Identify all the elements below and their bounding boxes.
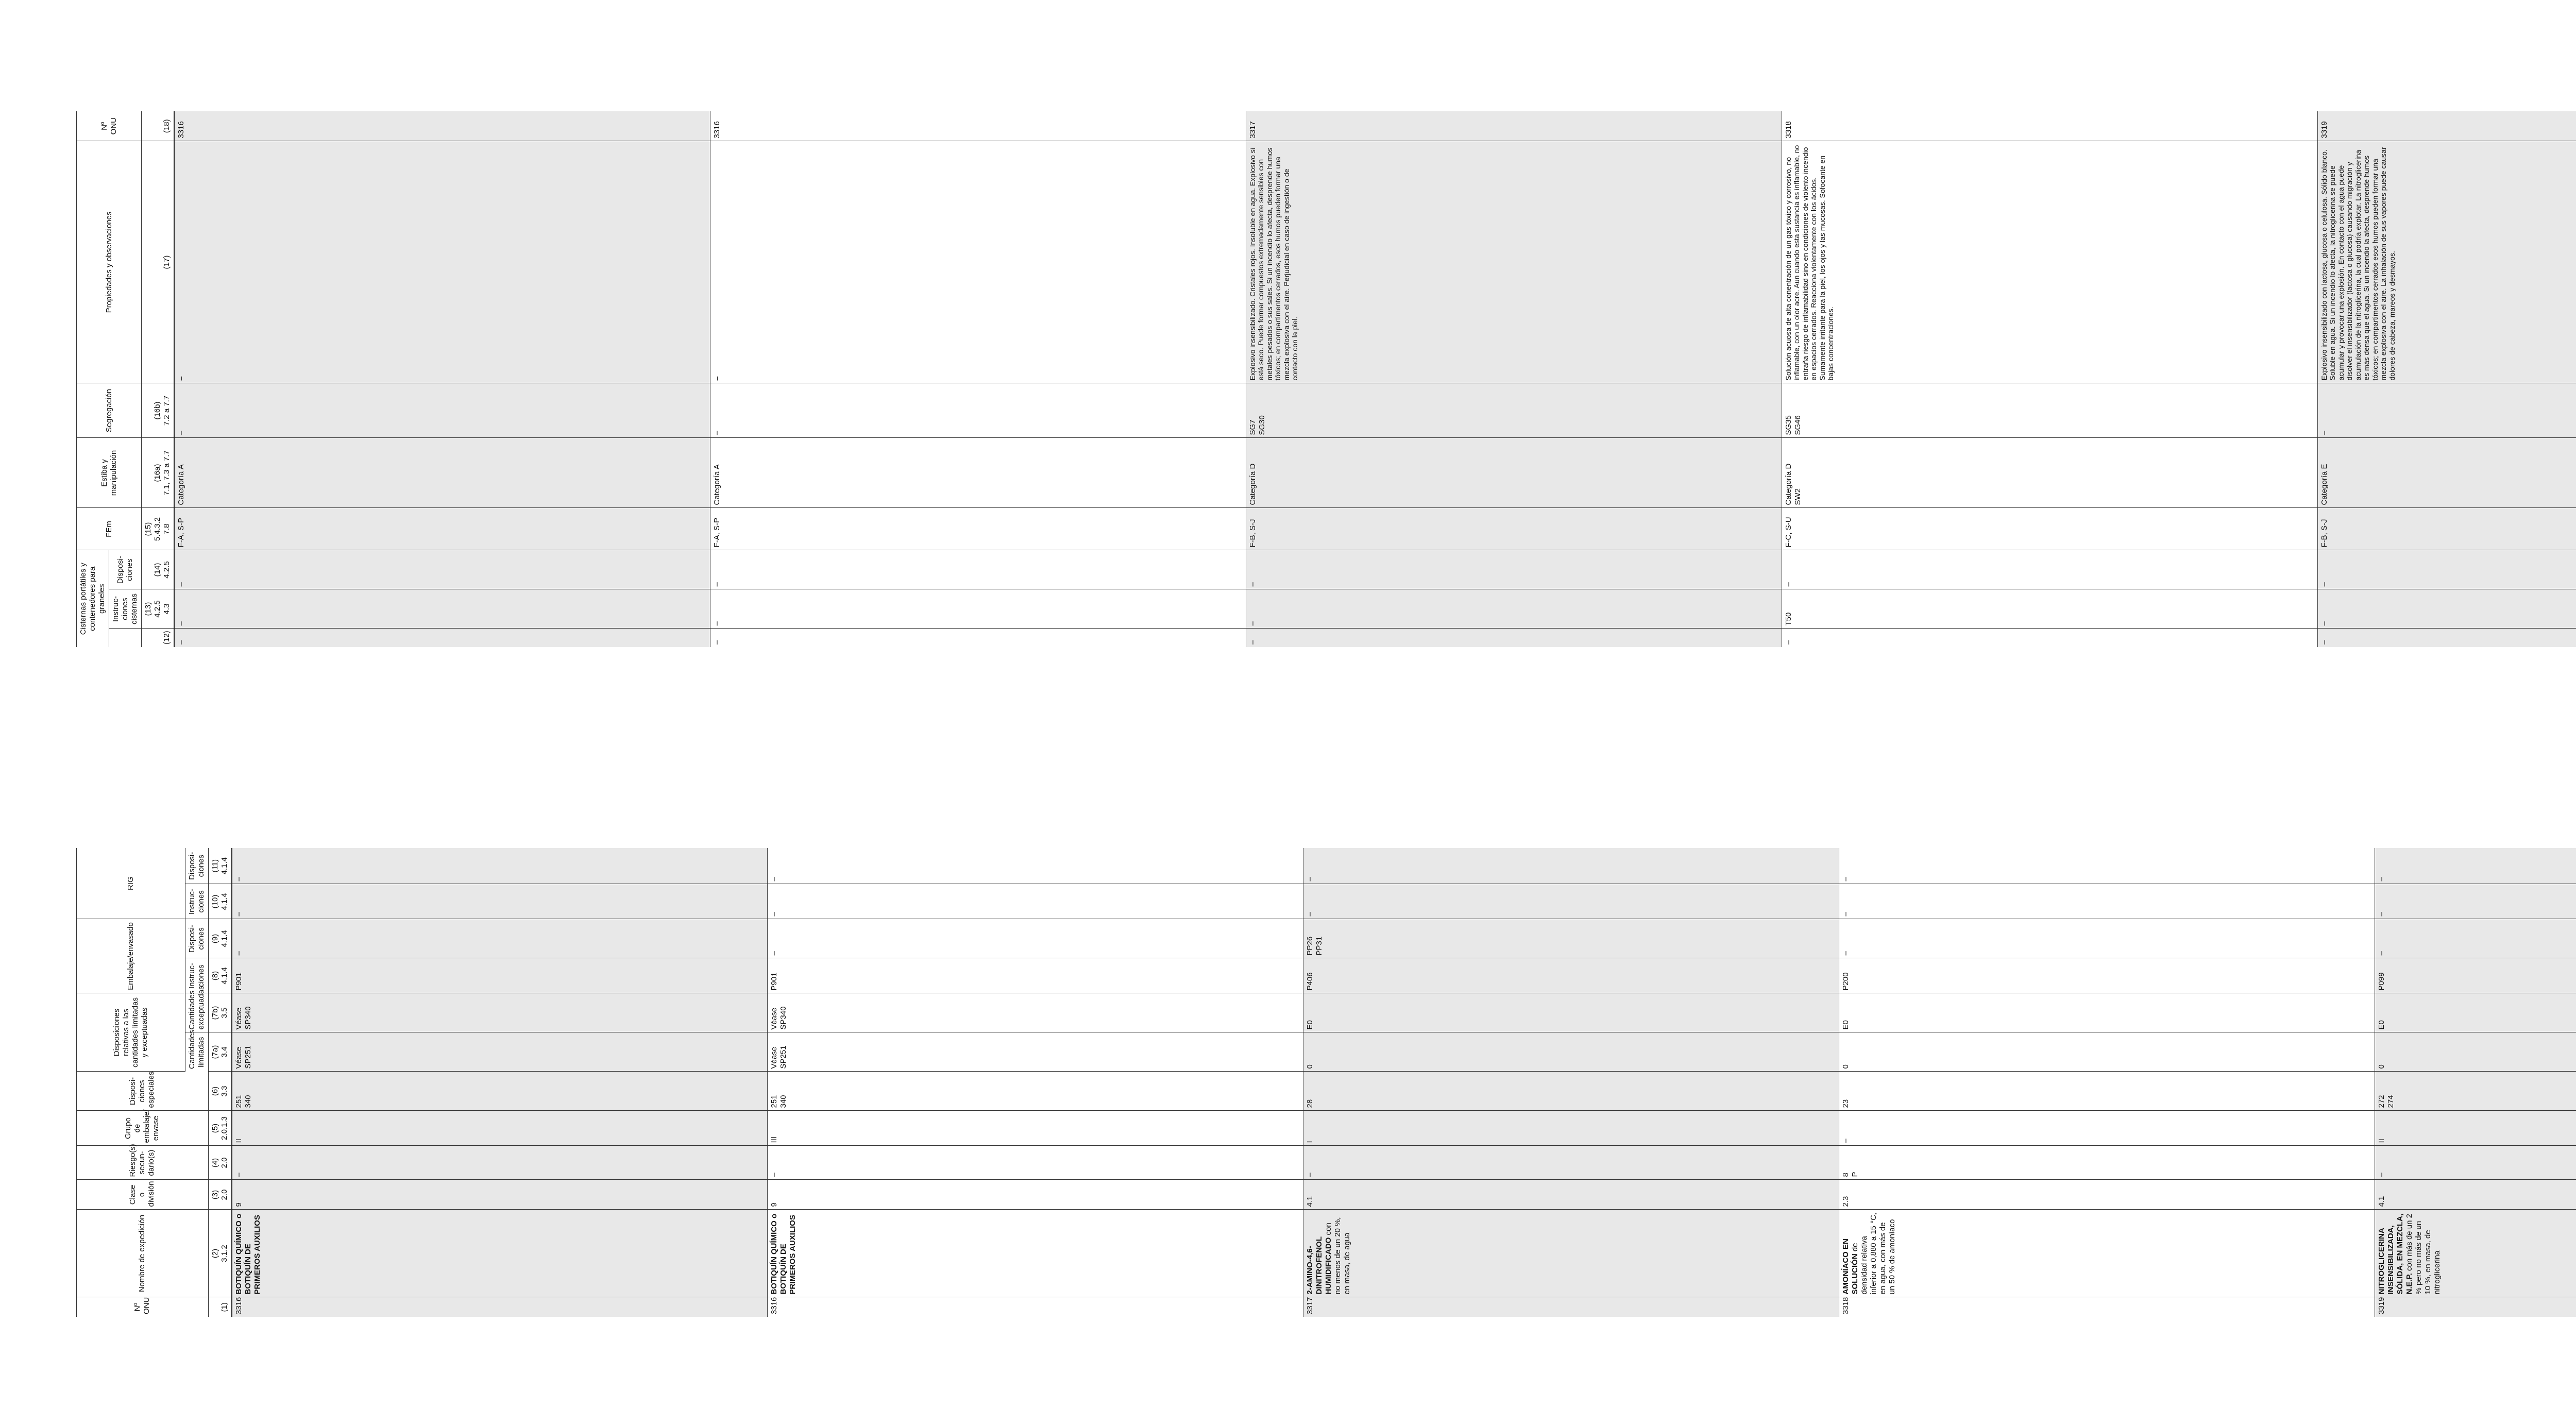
- header-sp: Disposi-ciones especiales: [77, 1072, 209, 1111]
- limited-quantity: 0: [2375, 1032, 2576, 1072]
- special-provisions: 28: [1303, 1072, 1839, 1111]
- shipping-name-qualifier: con más de un 2 % pero no más de un 10 %, en masa, de nitroglicerina: [2405, 1214, 2442, 1295]
- un-number: 3319: [2375, 1297, 2576, 1317]
- table-row: [1839, 848, 2375, 1317]
- special-provisions: 23: [1839, 1072, 2375, 1111]
- header-stow: Estiba y manipulación: [77, 438, 142, 508]
- table-row: [710, 111, 1246, 647]
- packing-instruction: P901: [232, 958, 768, 993]
- ibc-instruction: –: [2375, 884, 2576, 919]
- column-ref: (10) 4.1.4: [208, 884, 232, 919]
- column-ref: (9) 4.1.4: [208, 919, 232, 958]
- segregation: SG35 SG46: [1782, 383, 2317, 438]
- column-ref: (15) 5.4.3.2 7.8: [142, 508, 175, 550]
- un-number: 3316: [768, 1297, 1303, 1317]
- header-col12: [109, 629, 142, 647]
- limited-quantity: 0: [1303, 1032, 1839, 1072]
- ibc-instruction: –: [768, 884, 1303, 919]
- column-ref: (11) 4.1.4: [208, 848, 232, 884]
- table-row: [1246, 111, 1782, 647]
- packing-group: III: [768, 1111, 1303, 1146]
- sub-risk: 8 P: [1839, 1146, 2375, 1180]
- ibc-provision: –: [1839, 848, 2375, 884]
- tank-instruction: –: [1246, 589, 1782, 629]
- shipping-name-bold: 2-AMINO-4,6-DINITROFENOL HUMIDIFICADO: [1306, 1236, 1333, 1295]
- header-tank-prov: Disposi-ciones: [109, 550, 142, 589]
- shipping-name: [232, 1210, 768, 1297]
- stowage: Categoría E: [2317, 438, 2576, 508]
- ibc-provision: –: [1303, 848, 1839, 884]
- class: 9: [232, 1180, 768, 1210]
- column-ref: (7b) 3.5: [208, 993, 232, 1032]
- packing-provision: –: [232, 919, 768, 958]
- header-ibc-group: RIG: [77, 848, 185, 919]
- properties-observations: Solución acuosa de alta conentración de un gas tóxico y corrosivo, no inflamable, con un olor acre. Aun cuando esta sustancia es inflamable, no entraña riesgo de inflamabilidad sino en condiciones de violento incendio en espacios cerrados. Reacciona violentamente con los ácidos. Sumamente irritante para la piel, los ojos y las mucosas. Sofocante en bajas concentraciones.: [1782, 141, 2317, 383]
- segregation: –: [174, 383, 710, 438]
- column-ref: (6) 3.3: [208, 1072, 232, 1111]
- table-row: [2375, 848, 2576, 1317]
- class: 2.3: [1839, 1180, 2375, 1210]
- ibc-provision: –: [2375, 848, 2576, 884]
- header-ems: FEm: [77, 508, 142, 550]
- shipping-name: [2375, 1210, 2576, 1297]
- class: 9: [768, 1180, 1303, 1210]
- segregation: SG7 SG30: [1246, 383, 1782, 438]
- tank-instruction: –: [710, 589, 1246, 629]
- shipping-name-qualifier: de densidad relativa inferior a 0,880 a 15 °C, en agua, con más de un 50 % de amoníaco: [1851, 1212, 1897, 1295]
- header-pg: Grupo de embalaje/ envase: [77, 1111, 209, 1146]
- packing-group: II: [232, 1111, 768, 1146]
- excepted-quantity: E0: [1839, 993, 2375, 1032]
- un-number: 3316: [710, 111, 1246, 141]
- column-ref: (1): [208, 1297, 232, 1317]
- column-ref: (16a) 7.1, 7.3 a 7.7: [142, 438, 175, 508]
- header-subrisk: Riesgo(s) secun-dario(s): [77, 1146, 209, 1180]
- header-pack-group: Embalaje/envasado: [77, 919, 185, 993]
- segregation: –: [710, 383, 1246, 438]
- column-ref: (2) 3.1.2: [208, 1210, 232, 1297]
- table-row: [1303, 848, 1839, 1317]
- shipping-name-qualifier: con no menos de un 20 %, en masa, de agua: [1324, 1217, 1352, 1295]
- excepted-quantity: Véase SP340: [232, 993, 768, 1032]
- column-ref: (5) 2.0.1.3: [208, 1111, 232, 1146]
- properties-observations: –: [710, 141, 1246, 383]
- tank-provision: –: [1782, 550, 2317, 589]
- header-un: Nº ONU: [77, 1297, 209, 1317]
- header-pack-prov: Disposi-ciones: [185, 919, 208, 958]
- column-ref: (3) 2.0: [208, 1180, 232, 1210]
- column-ref: (12): [142, 629, 175, 647]
- packing-group: I: [1303, 1111, 1839, 1146]
- column-ref: (18): [142, 111, 175, 141]
- un-number: 3316: [232, 1297, 768, 1317]
- packing-instruction: P200: [1839, 958, 2375, 993]
- column-ref: (16b) 7.2 a 7.7: [142, 383, 175, 438]
- stowage: Categoría A: [174, 438, 710, 508]
- table-row: [1782, 111, 2317, 647]
- excepted-quantity: E0: [2375, 993, 2576, 1032]
- table-row: [232, 848, 768, 1317]
- packing-instruction: P406: [1303, 958, 1839, 993]
- packing-provision: –: [1839, 919, 2375, 958]
- class: 4.1: [1303, 1180, 1839, 1210]
- excepted-quantity: Véase SP340: [768, 993, 1303, 1032]
- left-dg-table: [76, 848, 2576, 1317]
- tank-provision: –: [2317, 550, 2576, 589]
- tank-provision: –: [174, 550, 710, 589]
- shipping-name-bold: NITROGLICERINA INSENSIBILIZADA, SÓLIDA, EN MEZCLA, N.E.P.: [2377, 1213, 2414, 1295]
- sub-risk: –: [232, 1146, 768, 1180]
- packing-instruction: P901: [768, 958, 1303, 993]
- ibc-instruction: –: [1839, 884, 2375, 919]
- un-number: 3317: [1303, 1297, 1839, 1317]
- header-seg: Segregación: [77, 383, 142, 438]
- header-un-right: Nº ONU: [77, 111, 142, 141]
- column-ref: (17): [142, 141, 175, 383]
- packing-instruction: P099: [2375, 958, 2576, 993]
- ems: F-B, S-J: [2317, 508, 2576, 550]
- properties-observations: –: [174, 141, 710, 383]
- col-12: –: [1246, 629, 1782, 647]
- column-ref: (13) 4.2.5 4.3: [142, 589, 175, 629]
- segregation: –: [2317, 383, 2576, 438]
- packing-provision: PP26 PP31: [1303, 919, 1839, 958]
- header-pack-instr: Instruc-ciones: [185, 958, 208, 993]
- header-lq: Cantidades limitadas: [185, 1032, 208, 1072]
- header-ibc-instr: Instruc-ciones: [185, 884, 208, 919]
- column-ref: (14) 4.2.5: [142, 550, 175, 589]
- ems: F-B, S-J: [1246, 508, 1782, 550]
- shipping-name-bold: AMONÍACO EN SOLUCIÓN: [1841, 1239, 1860, 1295]
- un-number: 3318: [1839, 1297, 2375, 1317]
- header-eq: Cantidades exceptuadas: [185, 993, 208, 1032]
- ibc-instruction: –: [232, 884, 768, 919]
- col-12: –: [710, 629, 1246, 647]
- special-provisions: 272 274: [2375, 1072, 2576, 1111]
- sub-risk: –: [1303, 1146, 1839, 1180]
- ibc-instruction: –: [1303, 884, 1839, 919]
- tank-provision: –: [1246, 550, 1782, 589]
- header-name: Nombre de expedición: [77, 1210, 209, 1297]
- sub-risk: –: [2375, 1146, 2576, 1180]
- table-row: [174, 111, 710, 647]
- header-class: Clase o división: [77, 1180, 209, 1210]
- excepted-quantity: E0: [1303, 993, 1839, 1032]
- header-ibc-prov: Disposi-ciones: [185, 848, 208, 884]
- tank-provision: –: [710, 550, 1246, 589]
- header-props: Propiedades y observaciones: [77, 141, 142, 383]
- packing-group: –: [1839, 1111, 2375, 1146]
- special-provisions: 251 340: [232, 1072, 768, 1111]
- ems: F-C, S-U: [1782, 508, 2317, 550]
- ems: F-A, S-P: [710, 508, 1246, 550]
- column-ref: (4) 2.0: [208, 1146, 232, 1180]
- ems: F-A, S-P: [174, 508, 710, 550]
- header-tank-instr: Instruc-ciones cisternas: [109, 589, 142, 629]
- column-ref: (8) 4.1.4: [208, 958, 232, 993]
- tank-instruction: –: [174, 589, 710, 629]
- table-row: [768, 848, 1303, 1317]
- sub-risk: –: [768, 1146, 1303, 1180]
- tank-instruction: T50: [1782, 589, 2317, 629]
- column-ref: (7a) 3.4: [208, 1032, 232, 1072]
- packing-group: II: [2375, 1111, 2576, 1146]
- stowage: Categoría D: [1246, 438, 1782, 508]
- ibc-provision: –: [768, 848, 1303, 884]
- right-dg-table: [76, 111, 2576, 647]
- tank-instruction: –: [2317, 589, 2576, 629]
- stowage: Categoría D SW2: [1782, 438, 2317, 508]
- un-number: 3318: [1782, 111, 2317, 141]
- col-12: –: [174, 629, 710, 647]
- shipping-name-bold: BOTIQUÍN QUÍMICO o BOTIQUÍN DE PRIMEROS AUXILIOS: [770, 1213, 798, 1295]
- un-number: 3316: [174, 111, 710, 141]
- col-12: –: [2317, 629, 2576, 647]
- packing-provision: –: [768, 919, 1303, 958]
- stowage: Categoría A: [710, 438, 1246, 508]
- shipping-name: [768, 1210, 1303, 1297]
- class: 4.1: [2375, 1180, 2576, 1210]
- ibc-provision: –: [232, 848, 768, 884]
- col-12: –: [1782, 629, 2317, 647]
- properties-observations: Explosivo insensibilizado con lactosa, glucosa o celulosa. Sólido blanco. Soluble en agua. Si un incendio lo afecta, la nitroglicerina se puede acumular y provocar una explosión. En contacto con el agua puede disolver el insensibilizador (lactosa o glucosa) causando migración y acumulación de la nitroglicerina, la cual podría explotar. La nitroglicerina es más densa que el agua. Si un incendio la afecta, desprende humos tóxicos; en compartimentos cerrados esos humos pueden formar una mezcla explosiva con el aire. La inhalación de sus vapores puede causar dolores de cabeza, mareos y desmayos.: [2317, 141, 2576, 383]
- header-lq-group: Disposiciones relativas a las cantidades limitadas y exceptuadas: [77, 993, 185, 1072]
- header-tank-group: Cisternas portátiles y contenedores para graneles: [77, 550, 109, 647]
- table-row: [2317, 111, 2576, 647]
- shipping-name: [1839, 1210, 2375, 1297]
- limited-quantity: 0: [1839, 1032, 2375, 1072]
- properties-observations: Explosivo insensibilizado. Cristales rojos. Insoluble en agua. Explosivo si está seco. Puede formar compuestos extremadamente sensibles con metales pesados o sus sales. Si un incendio lo afecta, desprende humos tóxicos; en compartimentos cerrados, esos humos pueden formar una mezcla explosiva con el aire. Perjudicial en caso de ingestión o de contacto con la piel.: [1246, 141, 1782, 383]
- shipping-name-bold: BOTIQUÍN QUÍMICO o BOTIQUÍN DE PRIMEROS AUXILIOS: [234, 1213, 262, 1295]
- limited-quantity: Véase SP251: [232, 1032, 768, 1072]
- packing-provision: –: [2375, 919, 2576, 958]
- shipping-name: [1303, 1210, 1839, 1297]
- un-number: 3317: [1246, 111, 1782, 141]
- special-provisions: 251 340: [768, 1072, 1303, 1111]
- limited-quantity: Véase SP251: [768, 1032, 1303, 1072]
- un-number: 3319: [2317, 111, 2576, 141]
